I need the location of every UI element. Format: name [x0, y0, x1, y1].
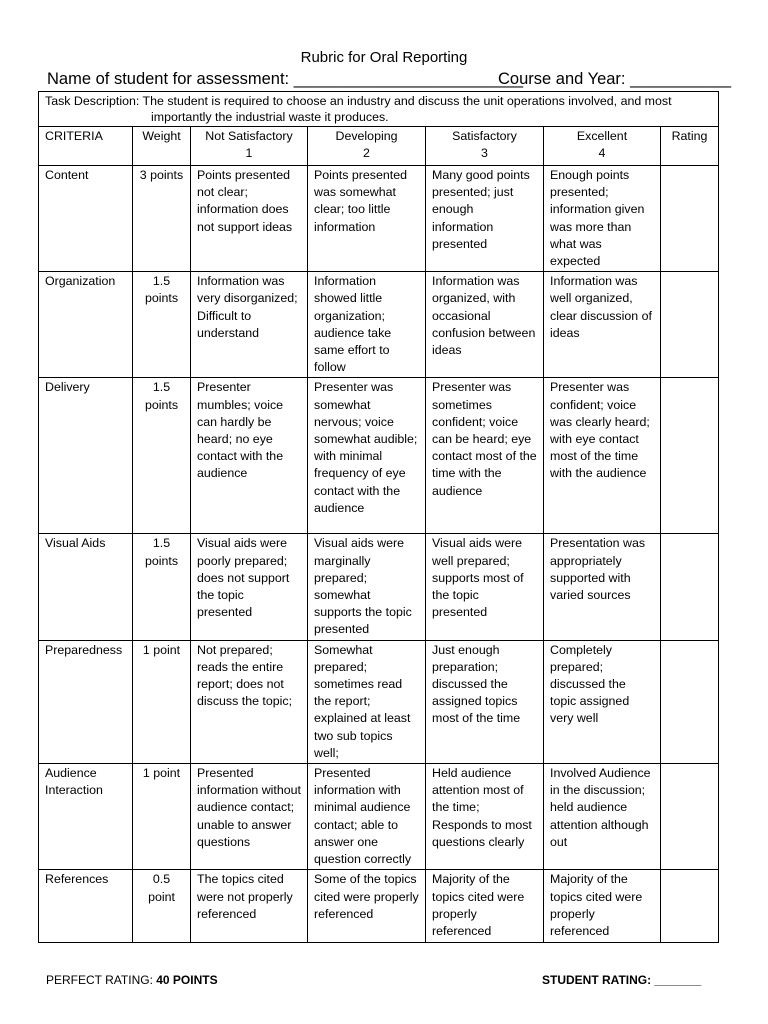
criteria-cell: Preparedness: [39, 640, 133, 763]
level-1-cell: Presenter mumbles; voice can hardly be heard; no eye contact with the audience: [191, 378, 308, 534]
header-row: [39, 127, 719, 166]
level-label: Satisfactory: [452, 129, 517, 143]
level-4-cell: Presenter was confident; voice was clearly heard; with eye contact most of the time with the audience: [544, 378, 661, 534]
weight-cell: 1.5 points: [133, 534, 191, 640]
level-3-cell: Held audience attention most of the time; Responds to most questions clearly: [426, 764, 544, 870]
level-3-cell: Many good points presented; just enough information presented: [426, 166, 544, 272]
level-1-cell: The topics cited were not properly referenced: [191, 870, 308, 943]
level-score: 3: [481, 146, 488, 161]
header-level-2: [308, 127, 426, 166]
criteria-cell: Organization: [39, 272, 133, 378]
rubric-table: [38, 91, 719, 943]
level-1-cell: Information was very disorganized; Difficult to understand: [191, 272, 308, 378]
table-row-delivery: [39, 378, 719, 534]
level-1-cell: Presented information without audience contact; unable to answer questions: [191, 764, 308, 870]
weight-cell: 3 points: [133, 166, 191, 272]
table-row-content: [39, 166, 719, 272]
level-score: 1: [245, 146, 253, 161]
level-label: Not Satisfactory: [205, 129, 293, 143]
student-info-line: [47, 69, 732, 89]
task-description-line-1: Task Description: The student is required to choose an industry and discuss the unit operations involved, and most: [45, 94, 672, 108]
level-1-cell: Points presented not clear; information does not support ideas: [191, 166, 308, 272]
header-level-4: [544, 127, 661, 166]
level-2-cell: Points presented was somewhat clear; too little information: [308, 166, 426, 272]
table-row-references: [39, 870, 719, 943]
rating-cell[interactable]: [661, 166, 719, 272]
level-3-cell: Just enough preparation; discussed the assigned topics most of the time: [426, 640, 544, 763]
level-4-cell: Completely prepared; discussed the topic assigned very well: [544, 640, 661, 763]
student-name-field[interactable]: Name of student for assessment: _________________________: [47, 70, 524, 88]
weight-cell: 1.5 points: [133, 378, 191, 534]
perfect-rating-label: PERFECT RATING:: [46, 973, 157, 987]
rating-cell[interactable]: [661, 272, 719, 378]
table-row-audience-interaction: [39, 764, 719, 870]
level-label: Excellent: [576, 129, 628, 143]
level-4-cell: Majority of the topics cited were properly referenced: [544, 870, 661, 943]
header-level-3: [426, 127, 544, 166]
rating-cell[interactable]: [661, 534, 719, 640]
level-2-cell: Information showed little organization; audience take same effort to follow: [308, 272, 426, 378]
header-level-1: [191, 127, 308, 166]
level-2-cell: Visual aids were marginally prepared; somewhat supports the topic presented: [308, 534, 426, 640]
level-label: Developing: [335, 129, 398, 143]
weight-cell: 1 point: [133, 640, 191, 763]
perfect-rating-value: 40 POINTS: [156, 973, 218, 987]
level-4-cell: Presentation was appropriately supported with varied sources: [544, 534, 661, 640]
criteria-cell: Visual Aids: [39, 534, 133, 640]
criteria-cell: References: [39, 870, 133, 943]
level-2-cell: Presenter was somewhat nervous; voice somewhat audible; with minimal frequency of eye contact with the audience: [308, 378, 426, 534]
task-description: [39, 92, 719, 127]
level-4-cell: Information was well organized, clear discussion of ideas: [544, 272, 661, 378]
rating-cell[interactable]: [661, 764, 719, 870]
level-score: 2: [363, 146, 370, 161]
weight-cell: 1.5 points: [133, 272, 191, 378]
level-2-cell: Some of the topics cited were properly referenced: [308, 870, 426, 943]
student-rating-field[interactable]: STUDENT RATING: _______: [542, 973, 702, 987]
table-row-preparedness: [39, 640, 719, 763]
level-score: 4: [598, 146, 606, 161]
level-2-cell: Somewhat prepared; sometimes read the report; explained at least two sub topics well;: [308, 640, 426, 763]
level-3-cell: Information was organized, with occasional confusion between ideas: [426, 272, 544, 378]
table-row-visual-aids: [39, 534, 719, 640]
level-2-cell: Presented information with minimal audience contact; able to answer one question correctly: [308, 764, 426, 870]
level-3-cell: Presenter was sometimes confident; voice can be heard; eye contact most of the time with the audience: [426, 378, 544, 534]
student-rating: [542, 972, 701, 988]
level-4-cell: Involved Audience in the discussion; held audience attention although out: [544, 764, 661, 870]
level-4-cell: Enough points presented; information given was more than what was expected: [544, 166, 661, 272]
header-weight: Weight: [133, 127, 191, 166]
header-rating: Rating: [661, 127, 719, 166]
level-3-cell: Visual aids were well prepared; supports most of the topic presented: [426, 534, 544, 640]
perfect-rating: [46, 972, 218, 988]
rating-cell[interactable]: [661, 870, 719, 943]
rating-cell[interactable]: [661, 640, 719, 763]
task-description-row: [39, 92, 719, 127]
header-criteria: CRITERIA: [39, 127, 133, 166]
weight-cell: 1 point: [133, 764, 191, 870]
level-1-cell: Not prepared; reads the entire report; does not discuss the topic;: [191, 640, 308, 763]
table-row-organization: [39, 272, 719, 378]
weight-cell: 0.5 point: [133, 870, 191, 943]
task-description-line-2: importantly the industrial waste it produces.: [151, 110, 389, 124]
criteria-cell: Audience Interaction: [39, 764, 133, 870]
criteria-cell: Content: [39, 166, 133, 272]
page-title: Rubric for Oral Reporting: [300, 49, 468, 66]
level-1-cell: Visual aids were poorly prepared; does not support the topic presented: [191, 534, 308, 640]
rating-cell[interactable]: [661, 378, 719, 534]
level-3-cell: Majority of the topics cited were properly referenced: [426, 870, 544, 943]
course-year-field[interactable]: Course and Year: ___________: [498, 70, 732, 88]
criteria-cell: Delivery: [39, 378, 133, 534]
